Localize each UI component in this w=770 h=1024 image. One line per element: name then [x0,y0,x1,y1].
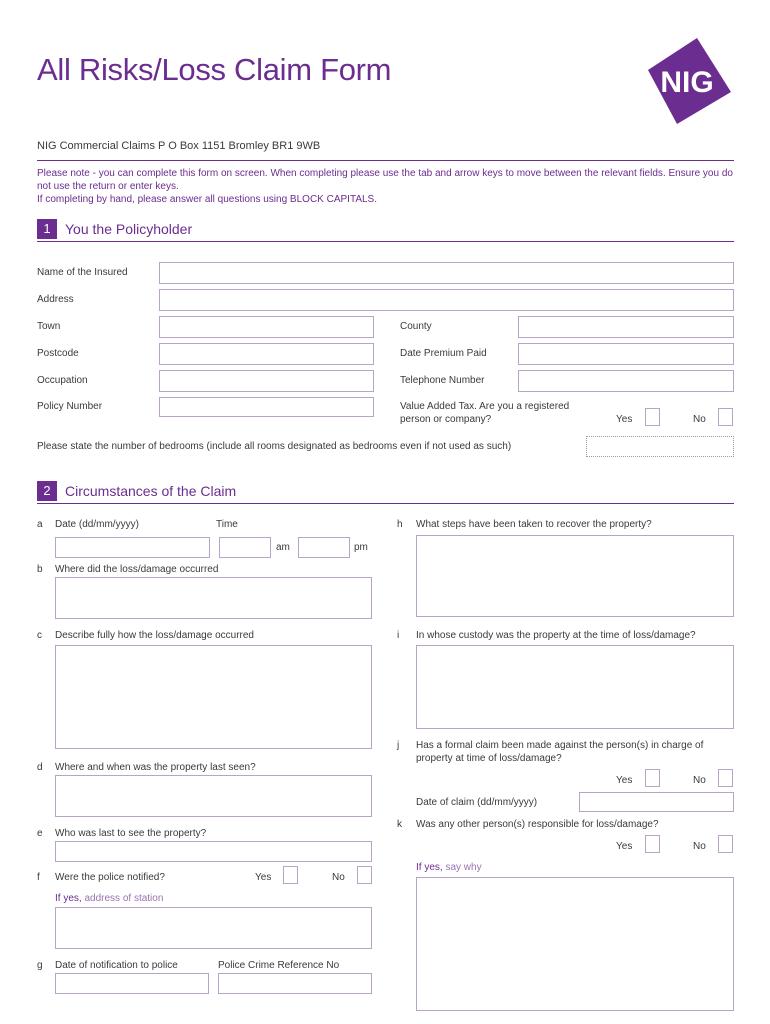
am-label: am [276,542,290,553]
postcode-label: Postcode [37,348,79,359]
county-field[interactable] [518,316,734,338]
q-c-letter: c [37,630,42,641]
responsible-no-checkbox[interactable] [718,835,733,853]
q-g-label: Date of notification to police [55,960,178,971]
q-f-letter: f [37,872,40,883]
instructions-note [37,167,737,206]
telephone-label: Telephone Number [400,375,485,386]
note-line-1: Please note - you can complete this form on screen. When completing please use the tab and arrow keys to move between the relevant fields. Ensure you do not use the return or enter keys. [37,168,733,192]
policy-number-field[interactable] [159,397,374,417]
note-line-2: If completing by hand, please answer all questions using BLOCK CAPITALS. [37,194,377,205]
recovery-steps-field[interactable] [416,535,734,617]
q-j-letter: j [397,740,400,751]
q-k-letter: k [397,819,402,830]
q-a-label: Date (dd/mm/yyyy) [55,519,139,530]
crime-ref-field[interactable] [218,973,372,994]
policy-number-label: Policy Number [37,401,103,412]
police-station-field[interactable] [55,907,372,949]
vat-question: Value Added Tax. Are you a registered person or company? [400,401,570,425]
section-2-divider [37,503,734,504]
responsible-yes-checkbox[interactable] [645,835,660,853]
last-seen-field[interactable] [55,775,372,817]
responsible-yes-label: Yes [616,841,633,852]
q-i-letter: i [397,630,400,641]
custody-field[interactable] [416,645,734,729]
police-no-checkbox[interactable] [357,866,372,884]
section-1-divider [37,241,734,242]
bedrooms-field[interactable] [586,436,734,457]
pm-label: pm [354,542,368,553]
address-label: Address [37,294,74,305]
police-yes-checkbox[interactable] [283,866,298,884]
q-g-letter: g [37,960,43,971]
name-insured-label: Name of the Insured [37,267,128,278]
q-j-label: Has a formal claim been made against the person(s) in charge of property at time of loss/damage? [416,740,704,764]
loss-description-field[interactable] [55,645,372,749]
county-label: County [400,321,432,332]
q-e-label: Who was last to see the property? [55,828,207,839]
date-premium-label: Date Premium Paid [400,348,487,359]
police-yes-label: Yes [255,872,272,883]
claim-date-label: Date of claim (dd/mm/yyyy) [416,797,538,808]
q-d-label: Where and when was the property last seen? [55,762,256,773]
responsible-no-label: No [693,841,706,852]
logo-text: NIG [660,66,714,99]
divider [37,160,734,161]
section-2-title: Circumstances of the Claim [65,483,237,499]
town-field[interactable] [159,316,374,338]
q-a-letter: a [37,519,43,530]
crime-ref-label: Police Crime Reference No [218,960,340,971]
postcode-field[interactable] [159,343,374,365]
claim-yes-checkbox[interactable] [645,769,660,787]
q-d-letter: d [37,762,43,773]
q-k-label: Was any other person(s) responsible for loss/damage? [416,819,659,830]
date-premium-field[interactable] [518,343,734,365]
last-seen-by-field[interactable] [55,841,372,862]
loss-location-field[interactable] [55,577,372,619]
occupation-label: Occupation [37,375,88,386]
time-pm-field[interactable] [298,537,350,558]
page-title: All Risks/Loss Claim Form [37,52,392,87]
address-field[interactable] [159,289,734,311]
q-f-label: Were the police notified? [55,872,165,883]
q-i-label: In whose custody was the property at the time of loss/damage? [416,630,696,641]
q-h-label: What steps have been taken to recover the property? [416,519,652,530]
q-h-letter: h [397,519,403,530]
occupation-field[interactable] [159,370,374,392]
section-1-number: 1 [37,219,57,239]
notification-date-field[interactable] [55,973,209,994]
name-insured-field[interactable] [159,262,734,284]
claim-no-checkbox[interactable] [718,769,733,787]
section-2-number: 2 [37,481,57,501]
q-c-label: Describe fully how the loss/damage occurred [55,630,254,641]
responsible-why-prompt-rest: say why [442,862,482,873]
vat-no-checkbox[interactable] [718,408,733,426]
q-e-letter: e [37,828,43,839]
section-1-title: You the Policyholder [65,221,193,237]
time-am-field[interactable] [219,537,271,558]
if-yes-emphasis: If yes, [416,862,443,873]
claim-yes-label: Yes [616,775,633,786]
q-b-label: Where did the loss/damage occurred [55,564,219,575]
vat-yes-label: Yes [616,414,633,425]
vat-yes-checkbox[interactable] [645,408,660,426]
q-b-letter: b [37,564,43,575]
bedrooms-label: Please state the number of bedrooms (include all rooms designated as bedrooms even if not used as such) [37,441,512,452]
responsible-why-field[interactable] [416,877,734,1011]
police-no-label: No [332,872,345,883]
police-station-prompt [55,893,163,904]
claim-date-field[interactable] [579,792,734,812]
claim-no-label: No [693,775,706,786]
if-yes-emphasis: If yes, [55,893,82,904]
date-field[interactable] [55,537,210,558]
police-station-prompt-rest: address of station [81,893,164,904]
nig-logo [643,36,731,124]
telephone-field[interactable] [518,370,734,392]
responsible-why-prompt [416,862,482,873]
time-label: Time [216,519,238,530]
vat-no-label: No [693,414,706,425]
claims-address: NIG Commercial Claims P O Box 1151 Bromley BR1 9WB [37,140,321,152]
town-label: Town [37,321,61,332]
